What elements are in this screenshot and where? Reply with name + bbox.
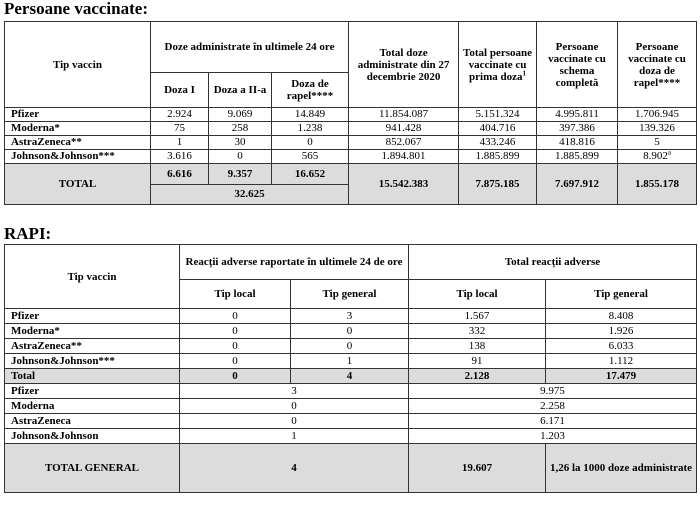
cell-general-24h: 1 <box>291 354 409 369</box>
vaccine-name: Moderna <box>5 399 180 414</box>
total-general-total: 17.479 <box>546 369 697 384</box>
vaccine-name: Moderna* <box>5 122 151 136</box>
cell-doza1: 75 <box>151 122 209 136</box>
cell-local-total: 1.567 <box>409 309 546 324</box>
cell-rapel: 1.238 <box>272 122 349 136</box>
cell-vacc-rapel: 1.706.945 <box>618 108 697 122</box>
cell-general-24h: 0 <box>291 339 409 354</box>
cell-prima-doza: 404.716 <box>459 122 537 136</box>
cell-total-combined: 9.975 <box>409 384 697 399</box>
cell-total-doze: 852.067 <box>349 136 459 150</box>
total-prima-doza: 7.875.185 <box>459 164 537 205</box>
header-schema-completa: Persoane vaccinate cu schema completă <box>537 22 618 108</box>
header-tip-vaccin: Tip vaccin <box>5 22 151 108</box>
cell-rapel: 565 <box>272 150 349 164</box>
cell-local-total: 332 <box>409 324 546 339</box>
cell-24h-combined: 1 <box>180 429 409 444</box>
header-tip-local-total: Tip local <box>409 280 546 309</box>
cell-vacc-rapel: 5 <box>618 136 697 150</box>
total-general-24h: 4 <box>180 444 409 493</box>
table-row <box>5 384 697 399</box>
table-row <box>5 122 697 136</box>
header-tip-general-24h: Tip general <box>291 280 409 309</box>
cell-24h-combined: 0 <box>180 399 409 414</box>
cell-doza1: 2.924 <box>151 108 209 122</box>
header-reactii-24h: Reacții adverse raportate în ultimele 24 de ore <box>180 245 409 280</box>
section-title-vaccinated: Persoane vaccinate: <box>4 0 148 18</box>
table-row <box>5 108 697 122</box>
total-general-label: TOTAL GENERAL <box>5 444 180 493</box>
total-general-count: 19.607 <box>409 444 546 493</box>
cell-rapel: 0 <box>272 136 349 150</box>
footnote-marker: 1 <box>522 68 527 77</box>
cell-general-total: 8.408 <box>546 309 697 324</box>
cell-prima-doza: 433.246 <box>459 136 537 150</box>
vaccine-name: AstraZeneca** <box>5 136 151 150</box>
vaccine-name: Pfizer <box>5 108 151 122</box>
vaccine-name: Johnson&Johnson*** <box>5 150 151 164</box>
cell-schema: 397.386 <box>537 122 618 136</box>
total-doza1: 6.616 <box>151 164 209 185</box>
cell-total-combined: 6.171 <box>409 414 697 429</box>
section-title-rapi: RAPI: <box>4 224 52 243</box>
table-row <box>5 399 697 414</box>
cell-total-doze: 941.428 <box>349 122 459 136</box>
cell-doza2: 0 <box>209 150 272 164</box>
header-tip-general-total: Tip general <box>546 280 697 309</box>
cell-local-24h: 0 <box>180 324 291 339</box>
header-total-prima-doza: Total persoane vaccinate cu prima doza$^1$ <box>459 22 537 108</box>
total-general-row <box>5 444 697 493</box>
total-row <box>5 369 697 384</box>
cell-rapel: 14.849 <box>272 108 349 122</box>
cell-total-combined: 2.258 <box>409 399 697 414</box>
total-general-rate: 1,26 la 1000 doze administrate <box>546 444 697 493</box>
cell-doza2: 258 <box>209 122 272 136</box>
cell-local-24h: 0 <box>180 354 291 369</box>
table-row <box>5 309 697 324</box>
table-row <box>5 429 697 444</box>
vaccine-name: Johnson&Johnson <box>5 429 180 444</box>
cell-general-total: 1.926 <box>546 324 697 339</box>
table-row <box>5 324 697 339</box>
total-doza2: 9.357 <box>209 164 272 185</box>
cell-24h-combined: 0 <box>180 414 409 429</box>
cell-local-total: 91 <box>409 354 546 369</box>
total-24h-sum: 32.625 <box>151 185 349 205</box>
total-rapel: 16.652 <box>272 164 349 185</box>
header-total-doze: Total doze administrate din 27 decembrie 2020 <box>349 22 459 108</box>
header-tip-vaccin: Tip vaccin <box>5 245 180 309</box>
cell-doza1: 3.616 <box>151 150 209 164</box>
cell-prima-doza: 1.885.899 <box>459 150 537 164</box>
header-doza-rapel: Doza de rapel**** <box>272 73 349 108</box>
cell-24h-combined: 3 <box>180 384 409 399</box>
total-doze: 15.542.383 <box>349 164 459 205</box>
total-row <box>5 164 697 185</box>
table-row <box>5 339 697 354</box>
cell-schema: 4.995.811 <box>537 108 618 122</box>
cell-total-combined: 1.203 <box>409 429 697 444</box>
total-local-total: 2.128 <box>409 369 546 384</box>
total-schema: 7.697.912 <box>537 164 618 205</box>
header-doze-24h: Doze administrate în ultimele 24 ore <box>151 22 349 73</box>
table-row <box>5 136 697 150</box>
cell-schema: 418.816 <box>537 136 618 150</box>
cell-schema: 1.885.899 <box>537 150 618 164</box>
header-doza-1: Doza I <box>151 73 209 108</box>
rapi-table <box>4 244 697 493</box>
total-label: Total <box>5 369 180 384</box>
cell-general-total: 1.112 <box>546 354 697 369</box>
header-vaccinati-rapel: Persoane vaccinate cu doza de rapel**** <box>618 22 697 108</box>
cell-local-24h: 0 <box>180 309 291 324</box>
vaccination-table <box>4 21 697 205</box>
vaccine-name: AstraZeneca <box>5 414 180 429</box>
cell-total-doze: 11.854.087 <box>349 108 459 122</box>
cell-general-24h: 3 <box>291 309 409 324</box>
table-row <box>5 414 697 429</box>
cell-vacc-rapel: 8.902$^a$ <box>618 150 697 164</box>
vaccine-name: Johnson&Johnson*** <box>5 354 180 369</box>
footnote-marker: a <box>667 149 671 157</box>
cell-general-total: 6.033 <box>546 339 697 354</box>
header-total-reactii: Total reacții adverse <box>409 245 697 280</box>
cell-local-24h: 0 <box>180 339 291 354</box>
header-doza-2: Doza a II-a <box>209 73 272 108</box>
cell-doza2: 9.069 <box>209 108 272 122</box>
total-general-24h: 4 <box>291 369 409 384</box>
vaccine-name: Pfizer <box>5 384 180 399</box>
vaccine-name: Moderna* <box>5 324 180 339</box>
header-tip-local-24h: Tip local <box>180 280 291 309</box>
cell-general-24h: 0 <box>291 324 409 339</box>
cell-doza1: 1 <box>151 136 209 150</box>
total-vacc-rapel: 1.855.178 <box>618 164 697 205</box>
cell-prima-doza: 5.151.324 <box>459 108 537 122</box>
table-row <box>5 150 697 164</box>
cell-doza2: 30 <box>209 136 272 150</box>
cell-total-doze: 1.894.801 <box>349 150 459 164</box>
vaccine-name: Pfizer <box>5 309 180 324</box>
cell-local-total: 138 <box>409 339 546 354</box>
cell-vacc-rapel: 139.326 <box>618 122 697 136</box>
vaccine-name: AstraZeneca** <box>5 339 180 354</box>
table-row <box>5 354 697 369</box>
total-label: TOTAL <box>5 164 151 205</box>
total-local-24h: 0 <box>180 369 291 384</box>
